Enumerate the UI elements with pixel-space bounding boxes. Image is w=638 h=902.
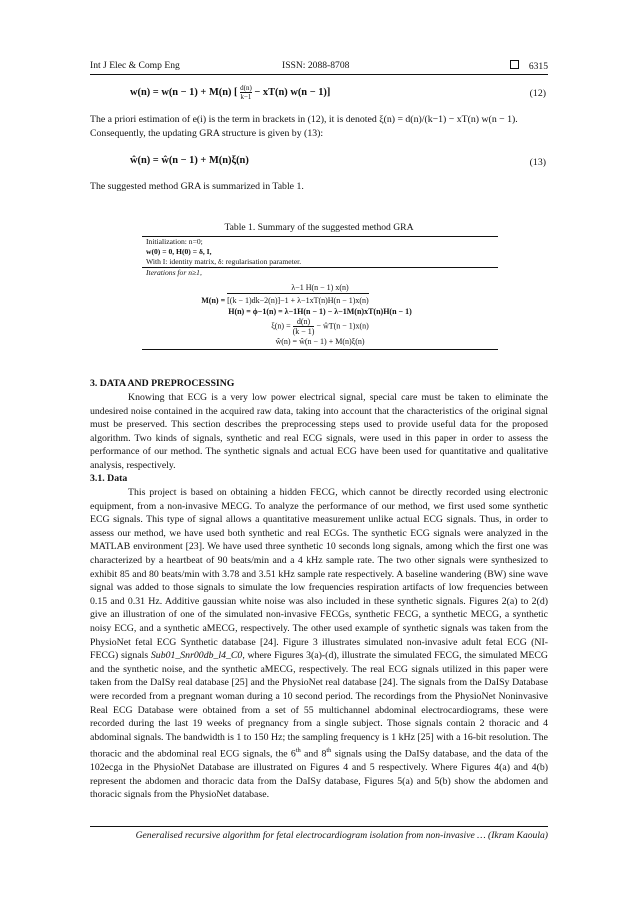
issn: ISSN: 2088-8708	[282, 60, 350, 71]
table1-xi-num: d(n)	[293, 317, 315, 327]
eq12-rhs: − xT(n) w(n − 1)]	[254, 86, 331, 98]
eq12-frac-den: k−1	[240, 93, 252, 101]
superscript-th-1: th	[295, 747, 301, 755]
equation-13: ŵ(n) = ŵ(n − 1) + M(n)ξ(n)	[130, 155, 249, 166]
table1-caption: Table 1. Summary of the suggested method GRA	[224, 222, 414, 233]
table1-init-values: w(0) = 0, H(0) = δ, I,	[146, 247, 212, 256]
table1-m-row	[142, 293, 498, 306]
section-3-1-body	[90, 486, 548, 802]
running-footer: Generalised recursive algorithm for fetal electrocardiogram isolation from non-invasive … (Ikram Kaoula)	[135, 830, 548, 841]
superscript-th-2: th	[326, 747, 332, 755]
page-number: 6315	[528, 61, 548, 72]
paragraph-summary: The suggested method GRA is summarized in Table 1.	[90, 181, 304, 192]
section-3-1-body-c: and 8	[300, 748, 327, 760]
table1-init: Initialization: n=0;	[146, 237, 203, 246]
table1-m-numerator: λ−1 H(n − 1) x(n)	[291, 283, 349, 292]
journal-name: Int J Elec & Comp Eng	[90, 60, 180, 71]
table1-xi-den: (k − 1)	[292, 327, 315, 336]
section-3-1-body-a: This project is based on obtaining a hidden FECG, which cannot be directly recorded using electronic equipment, from a non-invasive MECG. To analyze the performance of our method, we first used some synthetic ECG signals. This type of signal allows a quantitative measurement unlike actual ECG signals. Thus, in order to assess our method, we have used both synthetic and real ECGs. The synthetic ECG signals were analyzed in the MATLAB environment [23]. We have used three synthetic 10 seconds long signals, among which the first one was characterized by a heartbeat of 90 beats/min and a 4 kHz sample rate. The two other signals were synthesized to exhibit 85 and 80 beats/min with 3.78 and 3.51 kHz sample rate respectively. A baseline wandering (BW) sine wave signal was added to those signals to simulate the low frequencies respiration artifacts of low frequencies between 0.15 and 0.31 Hz. Additive gaussian white noise was also included in these synthetic signals. Figures 2(a) to 2(d) give an illustration of one of the simulated non-invasive FECGs, synthetic FECG, a synthetic MECG, a synthetic noisy ECG, and a synthetic aMECG, respectively. The other used example of synthetic signals was taken from the PhysioNet fetal ECG Synthetic database [24]. Figure 3 illustrates simulated non-invasive adult fetal ECG (NI-FECG) signals	[90, 487, 548, 662]
table1-xi-rhs: − ŵT(n − 1)x(n)	[316, 321, 369, 331]
paragraph-apriori	[90, 113, 548, 140]
apriori-line-1: The a priori estimation of e(i) is the term in brackets in (12), it is denoted ξ(n) = d(n)/(k−1) − xT(n) w(n − 1).	[90, 114, 518, 125]
table1-xi-lhs: ξ(n) =	[271, 321, 291, 331]
page-number-group	[510, 60, 548, 72]
equation-12	[130, 84, 330, 101]
section-3-1-heading: 3.1. Data	[90, 473, 128, 484]
footer-rule	[90, 826, 548, 827]
table1-xi-fraction	[293, 317, 315, 336]
square-icon	[510, 60, 519, 69]
table1-xi-row	[142, 317, 498, 336]
eq12-number: (12)	[529, 88, 546, 99]
table1-iterations: Iterations for n≥1,	[146, 268, 202, 277]
eq13-number: (13)	[529, 157, 546, 168]
table1-with: With I: identity matrix, δ: regularisation parameter.	[142, 257, 498, 268]
eq12-lhs: w(n) = w(n − 1) + M(n) [	[130, 86, 238, 98]
header-rule	[90, 74, 548, 75]
section-3-heading: 3. DATA AND PREPROCESSING	[90, 378, 235, 389]
table1-m-denominator: [(k − 1)dk−2(n)]−1 + λ−1xT(n)H(n − 1)x(n)	[227, 293, 369, 306]
section-3-body: Knowing that ECG is a very low power electrical signal, special care must be taken to eliminate the undesired noise contained in the acquired raw data, taking into account that the characteristics of the original signal must be preserved. This section describes the preprocessing steps used to provide useful data for the proposed algorithm. Two kinds of signals, synthetic and real ECG signals, were used in this paper in order to assess the performance of our method. The synthetic signals and actual ECG have been used for quantitative and qualitative analysis, respectively.	[90, 392, 548, 471]
running-header	[90, 60, 548, 74]
apriori-line-2: Consequently, the updating GRA structure is given by (13):	[90, 127, 324, 139]
eq12-frac-num: d(n)	[240, 84, 252, 92]
section-3-1-body-b: , where Figures 3(a)-(d), illustrate the simulated FECG, the simulated MECG and the synthetic noise, and the synthetic aMECG, respectively. The real ECG signals utilized in this paper were taken from the DaISy real database [25] and the PhysioNet real database [24]. The signals from the DaISy Database were recorded from a pregnant woman during a 10 second period. The recordings from the PhysioNet Noninvasive Real ECG Database were obtained from a set of 55 multichannel abdominal electrocardiograms, these were recorded during the last 19 weeks of pregnancy from a single subject. Those signals contain 2 thoracic and 4 abdominal signals. The bandwidth is 1 to 150 Hz; the sampling frequency is 1 kHz [25] with a 16-bit resolution. The thoracic and the abdominal real ECG signals, the 6	[90, 650, 549, 760]
section-3-1-body-d: signals using the DaISy database, and the data of the 102ecga in the PhysioNet Database are illustrated on Figures 4 and 5 respectively. Where Figures 4(a) and 4(b) represent the abdomen and thoracic data from the DaISy database, Figures 5(a) and 5(b) show the abdomen and thoracic signals from the PhysioNet database.	[90, 748, 548, 801]
eq12-fraction	[240, 84, 252, 101]
table1	[142, 236, 498, 350]
table1-h-eq: H(n) = ϕ−1(n) = λ−1H(n − 1) − λ−1M(n)xT(n)H(n − 1)	[228, 307, 412, 316]
table1-w-update: ŵ(n) = ŵ(n − 1) + M(n)ξ(n)	[275, 337, 365, 346]
section-3-1-dataset-name: Sub01_Snr00db_l4_C0	[150, 650, 243, 662]
table1-m-lhs: M(n) =	[201, 296, 226, 305]
